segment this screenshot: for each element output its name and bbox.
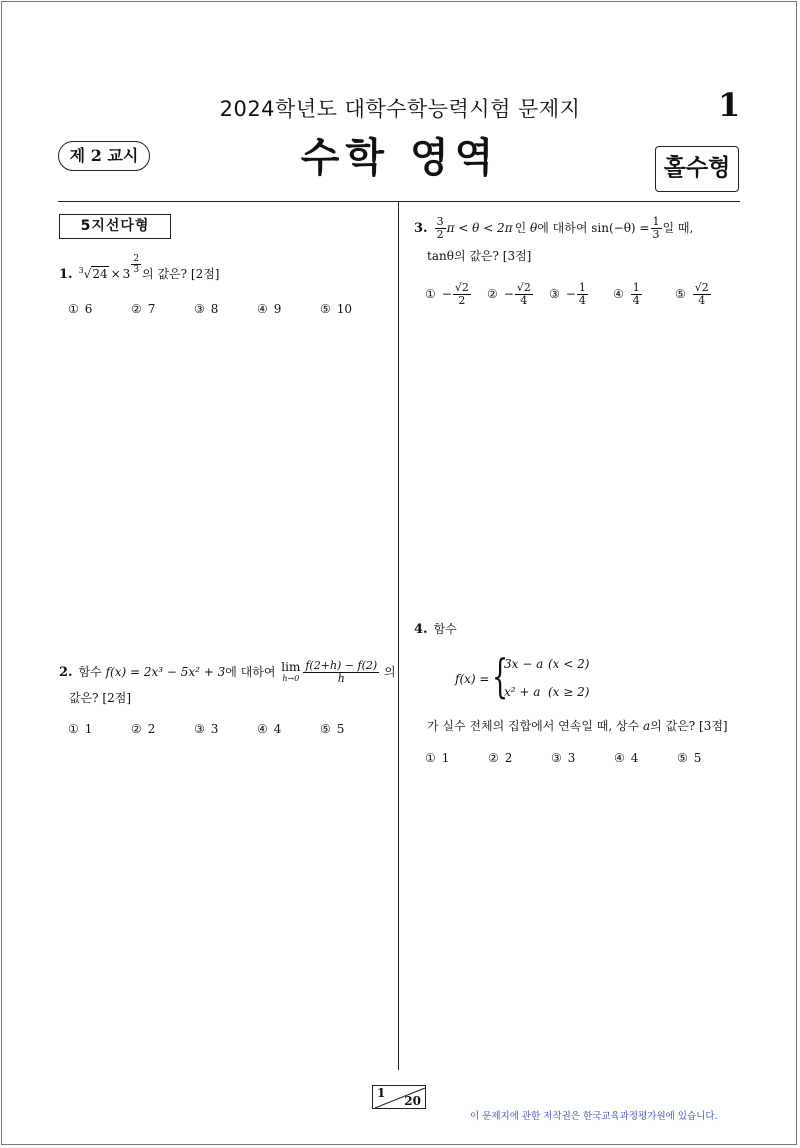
choice-5[interactable] [320, 722, 344, 736]
question-4-line2 [427, 717, 728, 735]
choice-value: 2 [147, 722, 156, 736]
function-expression: f(x) = 2x³ − 5x² + 3 [105, 665, 226, 679]
question-3 [414, 216, 693, 241]
choice-2[interactable] [131, 722, 155, 736]
case-2-expression: x² + a [504, 685, 541, 699]
choice-value: 6 [84, 302, 93, 316]
sine-value-fraction [651, 216, 662, 241]
choice-value: 9 [273, 302, 282, 316]
choice-mark: ① [425, 287, 436, 301]
piecewise-brace: { [492, 649, 509, 703]
subject-title: 수학 영역 [300, 135, 500, 181]
choice-2[interactable] [487, 282, 534, 307]
constant-variable: a [643, 719, 651, 733]
choice-5[interactable] [675, 282, 712, 307]
choice-3[interactable] [549, 282, 589, 307]
root-index: 3 [78, 266, 84, 275]
exponent-denominator: 3 [133, 265, 140, 275]
question-text: 의 값은? [3점] [453, 249, 532, 263]
question-text: 의 값은? [3점] [650, 719, 728, 733]
choice-4[interactable] [614, 751, 638, 765]
tangent-expression: tanθ [427, 249, 454, 263]
choice-sign: − [503, 287, 514, 301]
choice-value: 4 [630, 751, 639, 765]
fraction-denominator: 2 [458, 294, 466, 307]
choice-mark: ① [425, 751, 436, 765]
times-sign: × [110, 267, 121, 281]
angle-condition: π < θ < 2π [446, 221, 513, 235]
choice-value: 5 [336, 722, 345, 736]
choice-1[interactable] [425, 751, 449, 765]
limit-label: lim [281, 659, 301, 674]
question-text: 일 때, [662, 221, 694, 235]
column-divider [398, 202, 399, 1070]
choice-value: 3 [210, 722, 219, 736]
exam-type-badge: 홀수형 [655, 146, 739, 192]
question-4 [414, 620, 457, 639]
exam-title: 2024학년도 대학수학능력시험 문제지 [219, 97, 581, 121]
choice-mark: ⑤ [675, 287, 686, 301]
choice-1[interactable] [68, 302, 92, 316]
question-number: 3. [414, 221, 428, 236]
limit-subscript: h→0 [282, 673, 300, 683]
choice-4[interactable] [257, 722, 281, 736]
theta-symbol: θ [530, 221, 538, 235]
choice-sign: − [441, 287, 452, 301]
choice-fraction [577, 282, 588, 307]
question-text: 인 [514, 221, 527, 235]
choice-mark: ② [487, 287, 498, 301]
question-2-line2: 값은? [2점] [69, 691, 132, 705]
sine-expression: sin(−θ) = [591, 221, 650, 235]
choice-value: 5 [693, 751, 702, 765]
choice-mark: ③ [549, 287, 560, 301]
choice-fraction [515, 282, 533, 307]
choice-fraction [453, 282, 471, 307]
case-1-condition: (x < 2) [548, 657, 590, 671]
choice-mark: ③ [551, 751, 562, 765]
choice-value: 1 [441, 751, 450, 765]
fraction-denominator: 4 [578, 294, 586, 307]
choice-mark: ④ [257, 302, 268, 316]
total-pages: 20 [404, 1094, 421, 1108]
limit-operator [281, 659, 301, 684]
fraction-numerator: 1 [632, 281, 640, 294]
choice-mark: ③ [194, 722, 205, 736]
question-3-line2 [427, 247, 531, 265]
fraction-numerator: √2 [454, 281, 469, 294]
choice-value: 2 [504, 751, 513, 765]
question-text: 에 대하여 [225, 665, 276, 679]
section-label: 5지선다형 [59, 214, 171, 239]
fraction-numerator: √2 [694, 281, 709, 294]
question-text: 함수 [78, 665, 102, 679]
choice-mark: ③ [194, 302, 205, 316]
quotient-denominator: h [337, 672, 345, 685]
choice-2[interactable] [488, 751, 512, 765]
choice-2[interactable] [131, 302, 155, 316]
choice-3[interactable] [551, 751, 575, 765]
choice-mark: ⑤ [320, 302, 331, 316]
difference-quotient [303, 660, 379, 685]
choice-mark: ① [68, 722, 79, 736]
fraction-numerator: √2 [516, 281, 531, 294]
choice-mark: ⑤ [320, 722, 331, 736]
choice-value: 4 [273, 722, 282, 736]
question-number: 1. [59, 267, 73, 282]
fraction-denominator: 4 [698, 294, 706, 307]
piecewise-lhs: f(x) = [455, 672, 490, 686]
question-text: 가 실수 전체의 집합에서 연속일 때, 상수 [427, 719, 640, 733]
fraction-denominator: 4 [632, 294, 640, 307]
fraction-denominator: 4 [520, 294, 528, 307]
choice-value: 1 [84, 722, 93, 736]
copyright-notice: 이 문제지에 관한 저작권은 한국교육과정평가원에 있습니다. [470, 1111, 718, 1122]
choice-1[interactable] [425, 282, 472, 307]
choice-mark: ⑤ [677, 751, 688, 765]
power-base: 3 [122, 267, 131, 281]
question-text: 의 값은? [2점] [142, 267, 220, 281]
choice-3[interactable] [194, 302, 218, 316]
question-number: 4. [414, 622, 428, 637]
fraction-denominator: 2 [436, 228, 444, 241]
choice-mark: ② [131, 722, 142, 736]
page-counter [372, 1085, 426, 1109]
choice-mark: ② [131, 302, 142, 316]
choice-value: 3 [567, 751, 576, 765]
fraction-numerator: 3 [436, 215, 444, 228]
choice-mark: ④ [613, 287, 624, 301]
question-text: 의 [384, 665, 396, 679]
choice-1[interactable] [68, 722, 92, 736]
choice-value: 10 [336, 302, 353, 316]
choice-fraction [693, 282, 711, 307]
question-2 [59, 660, 396, 685]
header-divider [58, 201, 740, 202]
question-text: 함수 [433, 622, 457, 636]
choice-mark: ④ [614, 751, 625, 765]
choice-4[interactable] [257, 302, 281, 316]
choice-3[interactable] [194, 722, 218, 736]
choice-fraction [631, 282, 642, 307]
exponent-numerator: 2 [133, 254, 140, 264]
choice-mark: ② [488, 751, 499, 765]
case-2-condition: (x ≥ 2) [548, 685, 590, 699]
quotient-numerator: f(2+h) − f(2) [305, 659, 378, 672]
exponent-fraction [131, 254, 141, 275]
question-text: 에 대하여 [537, 221, 588, 235]
choice-value: 8 [210, 302, 219, 316]
case-1-expression: 3x − a [504, 657, 544, 671]
page-number: 1 [718, 86, 741, 124]
choice-5[interactable] [320, 302, 352, 316]
choice-sign: − [565, 287, 576, 301]
question-number: 2. [59, 665, 73, 680]
fraction-numerator: 1 [578, 281, 586, 294]
fraction-numerator: 1 [652, 215, 660, 228]
choice-value: 7 [147, 302, 156, 316]
choice-mark: ④ [257, 722, 268, 736]
fraction-denominator: 3 [652, 228, 660, 241]
question-1 [59, 254, 220, 284]
radicand: 24 [92, 267, 108, 281]
radical-sign: √ [83, 267, 92, 281]
lower-bound-fraction [435, 216, 446, 241]
current-page: 1 [377, 1086, 386, 1100]
choice-4[interactable] [613, 282, 643, 307]
choice-mark: ① [68, 302, 79, 316]
choice-5[interactable] [677, 751, 701, 765]
period-badge: 제 2 교시 [58, 141, 150, 171]
